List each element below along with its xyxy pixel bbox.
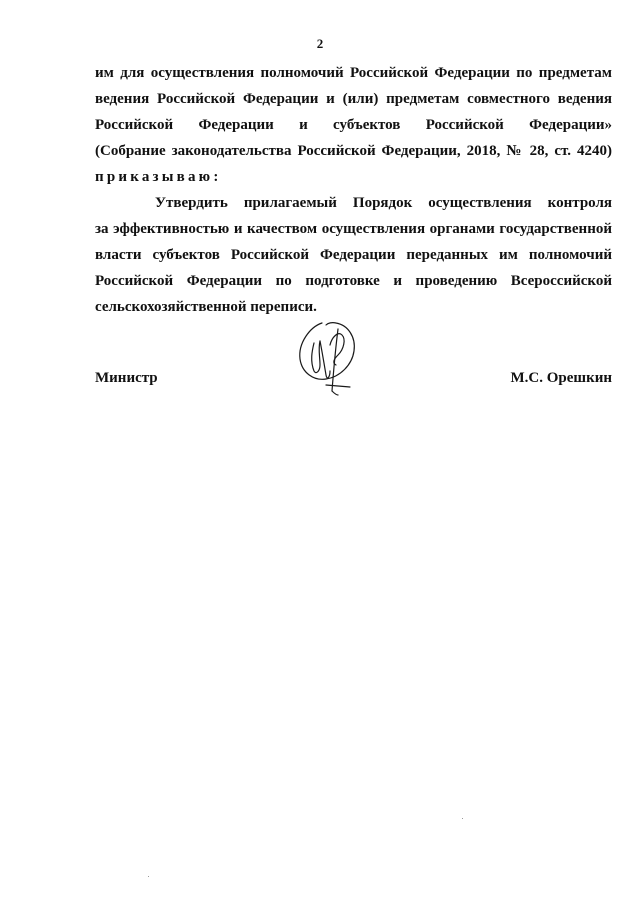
text-line: власти субъектов Российской Федерации переданных им полномочий bbox=[95, 247, 612, 263]
text-line: Российской Федерации по подготовке и проведению Всероссийской bbox=[95, 273, 612, 289]
text-line: ведения Российской Федерации и (или) предметам совместного ведения bbox=[95, 91, 612, 107]
handwritten-signature-icon bbox=[292, 315, 364, 397]
minister-position-label: Министр bbox=[95, 370, 158, 386]
text-line: за эффективностью и качеством осуществления органами государственной bbox=[95, 221, 612, 237]
order-paragraph bbox=[95, 190, 612, 320]
scan-speck bbox=[462, 818, 463, 819]
text-line: им для осуществления полномочий Российской Федерации по предметам bbox=[95, 65, 612, 81]
text-line: сельскохозяйственной переписи. bbox=[95, 299, 317, 315]
page-number: 2 bbox=[316, 36, 324, 51]
scan-speck bbox=[148, 876, 149, 877]
minister-name: М.С. Орешкин bbox=[510, 370, 612, 386]
text-line: Российской Федерации и субъектов Российской Федерации» bbox=[95, 117, 612, 133]
order-word: приказываю: bbox=[95, 169, 222, 185]
preamble-paragraph bbox=[95, 60, 612, 190]
text-line: (Собрание законодательства Российской Федерации, 2018, № 28, ст. 4240) bbox=[95, 143, 612, 159]
text-line: Утвердить прилагаемый Порядок осуществления контроля bbox=[155, 195, 612, 211]
